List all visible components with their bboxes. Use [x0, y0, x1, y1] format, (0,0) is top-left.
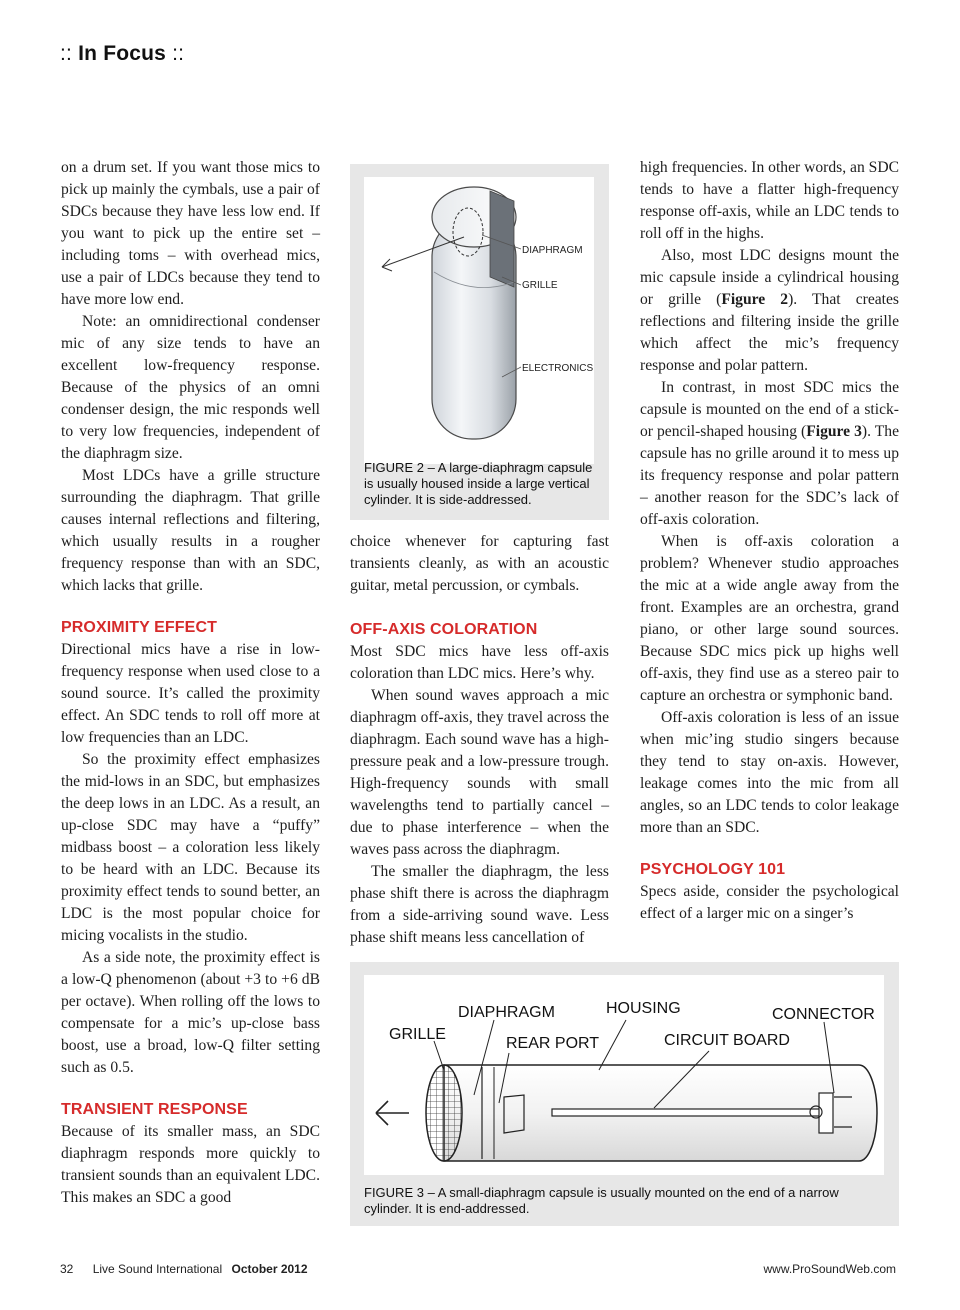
paragraph: Because of its smaller mass, an SDC diaphragm responds more quickly to transient sounds than an equivalent LDC. This makes an SDC a good — [61, 1123, 320, 1206]
subheading-transient-response: TRANSIENT RESPONSE — [61, 1101, 248, 1118]
paragraph: When is off-axis coloration a problem? Whenever studio approaches the mic at a wide angle away from the front. Examples are an orchestra, grand piano, or other large sound sources. Because SDC mics pick up highs well off-axis, they find use as a stereo pair to capture an orchestra or symphonic band. — [640, 533, 899, 704]
label-rear-port: REAR PORT — [506, 1035, 600, 1052]
paragraph — [640, 377, 899, 531]
label-diaphragm: DIAPHRAGM — [522, 245, 583, 256]
text-run: ). That creates reflections and filtering inside the grille which affect the mic’s frequency response and polar pattern. — [640, 291, 899, 374]
subheading-off-axis-coloration: OFF-AXIS COLORATION — [350, 621, 538, 638]
figure-2-reference: Figure 2 — [721, 291, 789, 308]
figure-3 — [350, 962, 899, 1226]
paragraph: Off-axis coloration is less of an issue when mic’ing studio singers because they tend to stay on-axis. However, leakage comes into the mic from all angles, so an LDC tends to color leakage more than an SDC. — [640, 709, 899, 836]
paragraph: Specs aside, consider the psychological effect of a larger mic on a singer’s — [640, 883, 899, 922]
column-2 — [350, 531, 609, 949]
paragraph: choice whenever for capturing fast transients cleanly, as with an acoustic guitar, metal percussion, or cymbals. — [350, 533, 609, 594]
paragraph: As a side note, the proximity effect is a low-Q phenomenon (about +3 to +6 dB per octave). When rolling off the lows to compensate for a mic’s up-close bass boost, use a broad, low-Q filter setting such as 0.5. — [61, 949, 320, 1076]
text-run: Also, most LDC designs mount the mic capsule inside a cylindrical housing or grille ( — [640, 247, 899, 308]
label-grille: GRILLE — [522, 280, 558, 291]
figure-3-caption: FIGURE 3 – A small-diaphragm capsule is usually mounted on the end of a narrow cylinder. It is end-addressed. — [364, 1185, 839, 1216]
figure-2-caption: FIGURE 2 – A large-diaphragm capsule is usually housed inside a large vertical cylinder. It is side-addressed. — [364, 460, 593, 507]
page-number: 32 — [60, 1262, 74, 1276]
paragraph: When sound waves approach a mic diaphragm off-axis, they travel across the diaphragm. Each sound wave has a high-pressure peak and a low-pressure trough. High-frequency sounds with small wavelengths tend to partially cancel – due to phase interference – when the waves pass across the diaphragm. — [350, 687, 609, 858]
paragraph: Most LDCs have a grille structure surrounding the diaphragm. That grille causes internal reflections and filtering, which usually results in a rougher frequency response than with an SDC, which lacks that grille. — [61, 467, 320, 594]
column-3 — [640, 157, 899, 925]
paragraph: The smaller the diaphragm, the less phase shift there is across the diaphragm from a side-arriving sound wave. Less phase shift means less cancellation of — [350, 863, 609, 946]
header-colons-right: :: — [172, 42, 185, 65]
paragraph: high frequencies. In other words, an SDC tends to have a flatter high-frequency response off-axis, while an LDC tends to roll off in the highs. — [640, 159, 899, 242]
paragraph: Note: an omnidirectional condenser mic of any size tends to have an excellent low-frequency response. Because of the physics of an omni condenser design, the mic responds well to very low frequencies, independent of the diaphragm size. — [61, 313, 320, 462]
label-circuit-board: CIRCUIT BOARD — [664, 1032, 790, 1049]
section-header — [60, 42, 184, 66]
footer-url[interactable]: www.ProSoundWeb.com — [763, 1262, 896, 1276]
header-title: In Focus — [78, 42, 167, 65]
paragraph: on a drum set. If you want those mics to pick up mainly the cymbals, use a pair of SDCs because they have less low end. If you want to pick up the entire set – including toms – with overhead mics, use a pair of LDCs because they tend to have more low end. — [61, 159, 320, 308]
header-colons-left: :: — [60, 42, 73, 65]
label-connector: CONNECTOR — [772, 1006, 875, 1023]
issue-date: October 2012 — [231, 1262, 308, 1276]
label-electronics: ELECTRONICS — [522, 363, 594, 374]
figure-3-reference: Figure 3 — [806, 423, 862, 440]
subheading-proximity-effect: PROXIMITY EFFECT — [61, 619, 217, 636]
figure-2 — [350, 164, 609, 520]
magazine-name: Live Sound International — [92, 1262, 223, 1276]
paragraph: So the proximity effect emphasizes the mid-lows in an SDC, but emphasizes the deep lows in an LDC. As a result, an up-close SDC may have a “puffy” midbass boost – a coloration less likely to be heard with an LDC. Because its proximity effect tends to sound better, an LDC is the most popular choice for micing vocalists in the studio. — [61, 751, 320, 944]
label-housing: HOUSING — [606, 1000, 681, 1017]
label-diaphragm: DIAPHRAGM — [458, 1004, 555, 1021]
ldc-capsule-drawing — [364, 177, 594, 464]
column-1 — [61, 157, 320, 1209]
subheading-psychology-101: PSYCHOLOGY 101 — [640, 861, 786, 878]
text-run: ). The capsule has no grille around it to mess up its frequency response and polar pattern – another reason for the SDC’s lack of off-axis coloration. — [640, 423, 899, 528]
paragraph: Most SDC mics have less off-axis coloration than LDC mics. Here’s why. — [350, 643, 609, 682]
figure-2-illustration — [364, 177, 594, 464]
figure-3-illustration — [364, 975, 884, 1175]
sdc-capsule-drawing — [364, 975, 884, 1175]
paragraph: Directional mics have a rise in low-frequency response when used close to a sound source. It’s called the proximity effect. An SDC tends to roll off more at low frequencies than an LDC. — [61, 641, 320, 746]
paragraph — [640, 245, 899, 377]
footer-left — [60, 1262, 308, 1276]
text-run: In contrast, in most SDC mics the capsule is mounted on the end of a stick- or pencil-shaped housing ( — [640, 379, 899, 440]
label-grille: GRILLE — [389, 1026, 446, 1043]
